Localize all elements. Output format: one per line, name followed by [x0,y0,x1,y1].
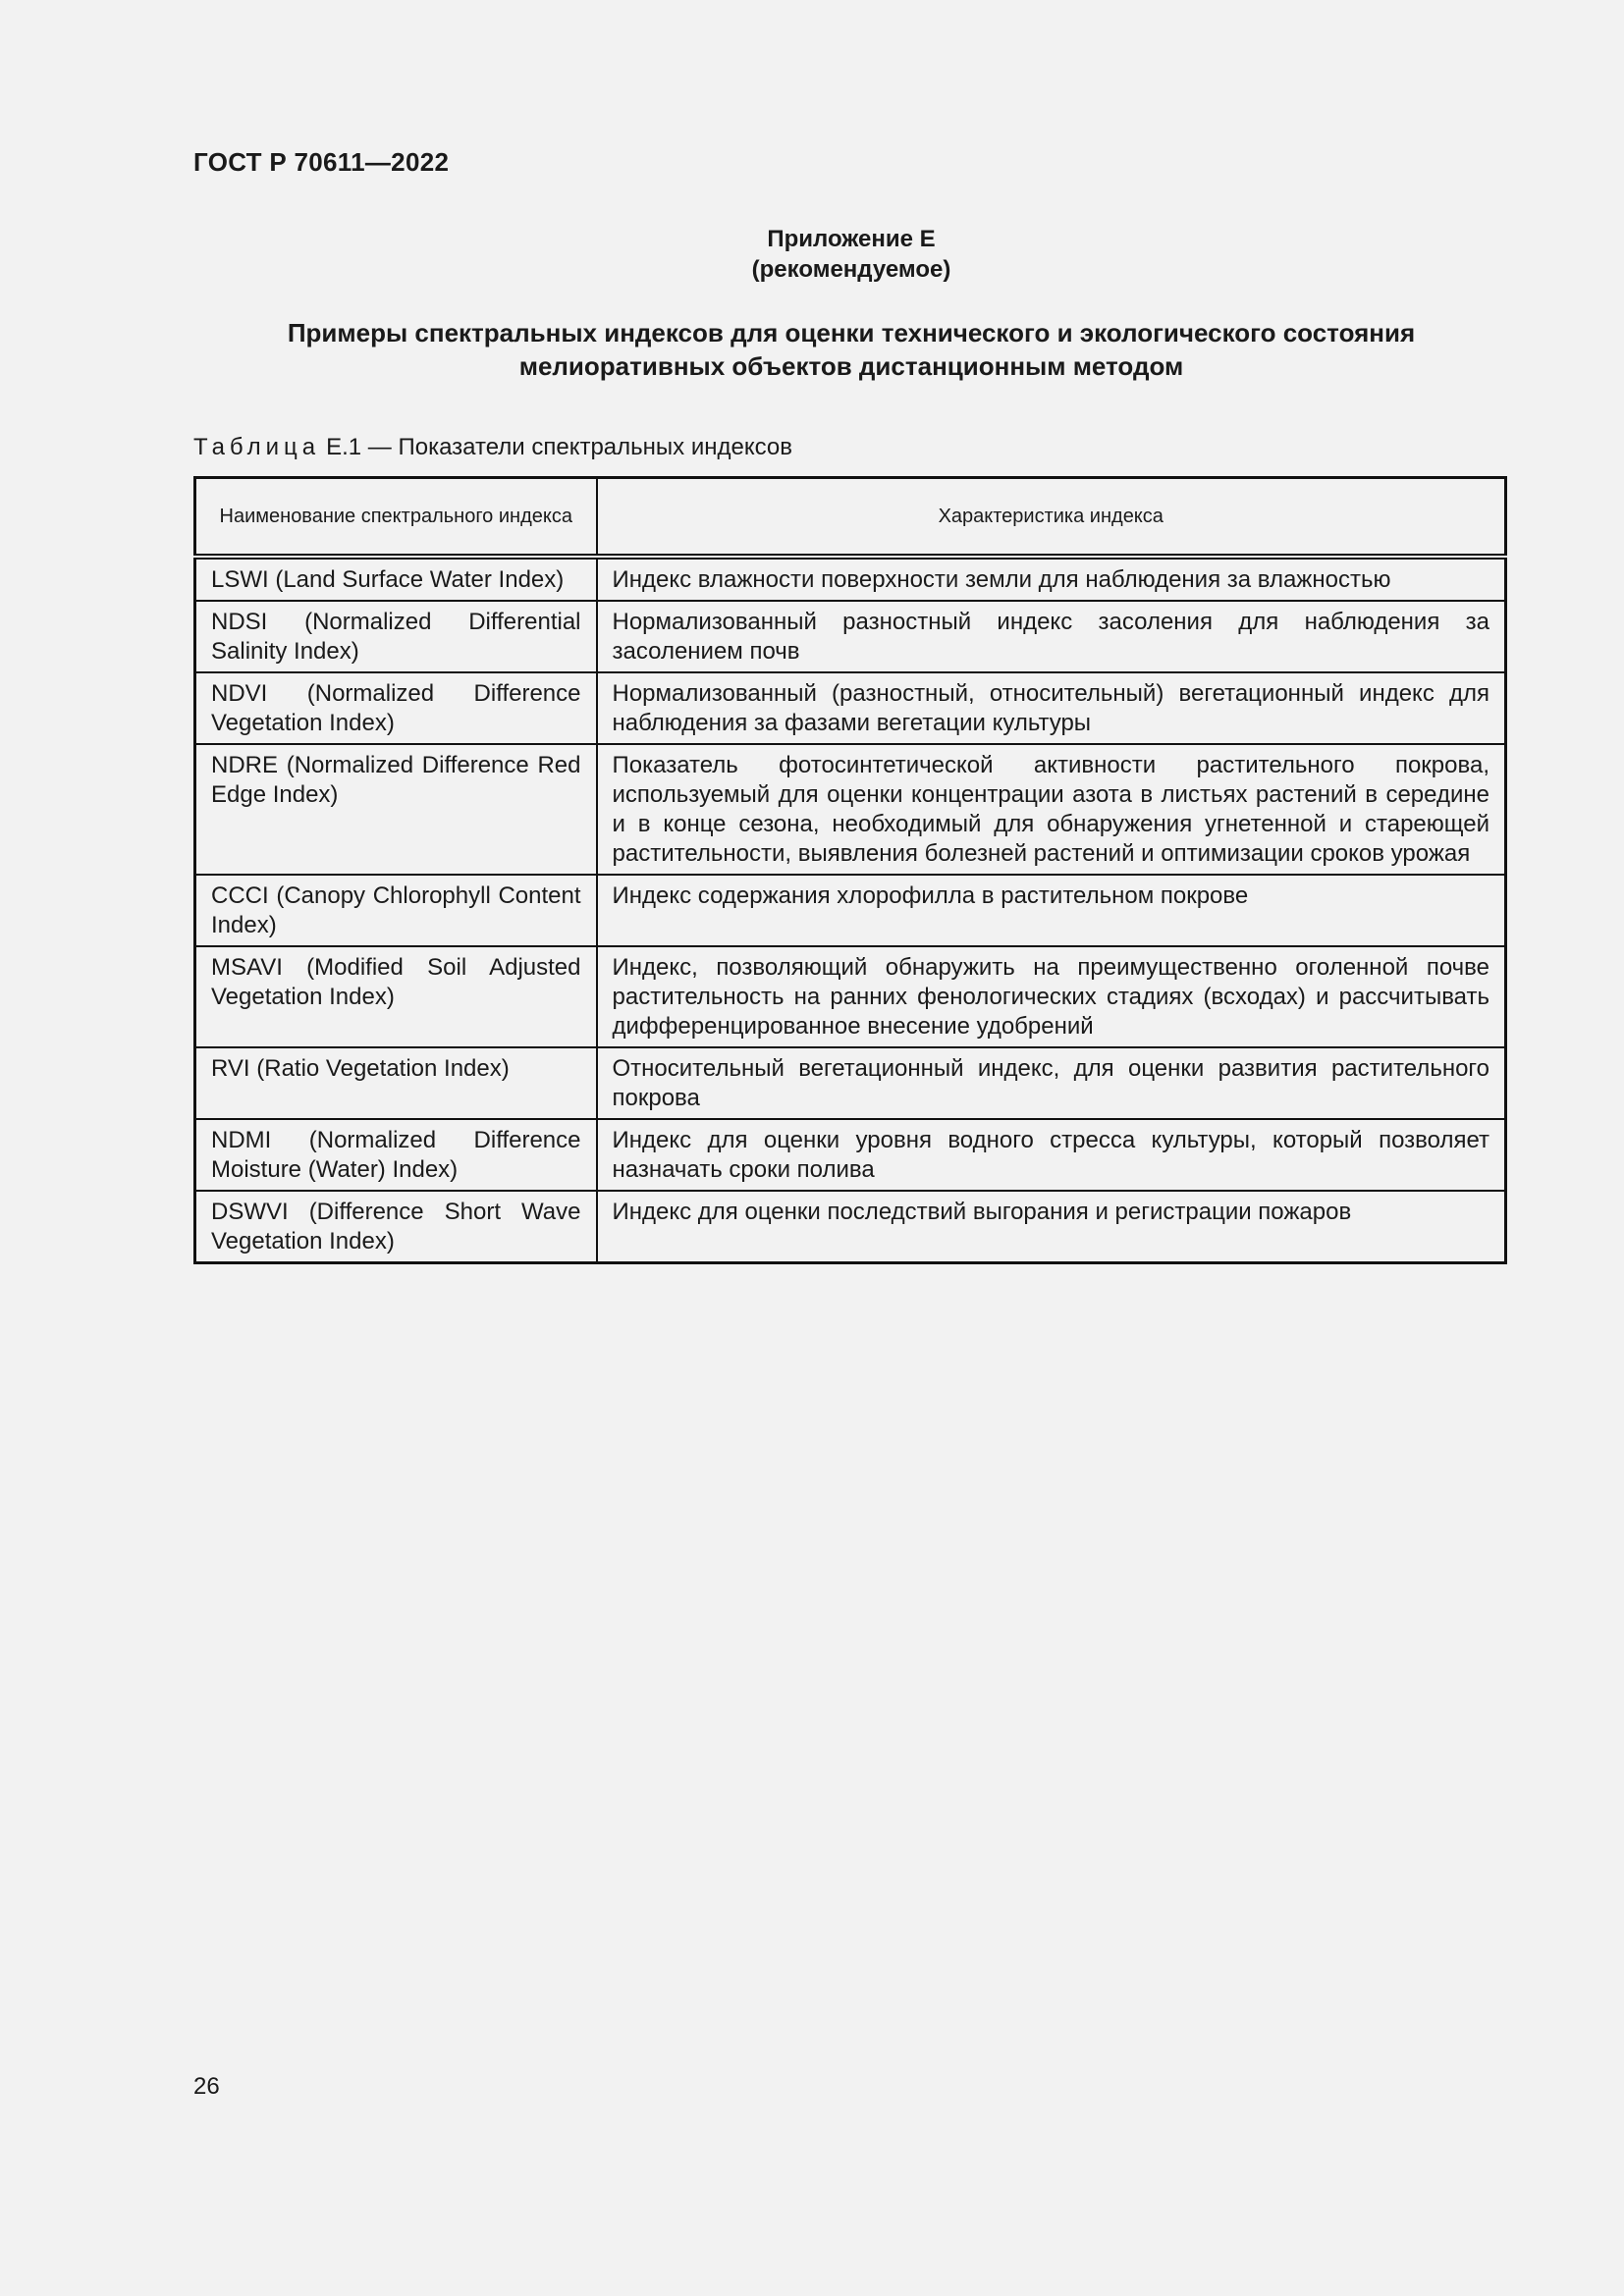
appendix-title [193,316,1509,383]
table-caption-text: Е.1 — Показатели спектральных индексов [326,434,792,460]
table-row [195,1047,1506,1119]
appendix-label: Приложение Е [767,226,936,252]
table-row [195,1191,1506,1263]
index-name-cell: NDRE (Normalized Difference Red Edge Index) [195,744,597,875]
table-row [195,1119,1506,1191]
table-row [195,557,1506,601]
index-description-cell: Индекс влажности поверхности земли для наблюдения за влажностью [597,557,1506,601]
table-row [195,744,1506,875]
index-description-cell: Нормализованный разностный индекс засоления для наблюдения за засолением почв [597,601,1506,672]
appendix-heading [193,224,1509,285]
page-number: 26 [193,2073,220,2100]
index-description-cell: Показатель фотосинтетической активности растительного покрова, используемый для оценки концентрации азота в листьях растений в середине и в конце сезона, необходимый для обнаружения угнетенной и стареющей растительности, выявления болезней растений и оптимизации сроков урожая [597,744,1506,875]
document-code: ГОСТ Р 70611—2022 [193,147,450,177]
table-row [195,672,1506,744]
index-name-cell: NDSI (Normalized Differential Salinity Index) [195,601,597,672]
column-header-name: Наименование спектрального индекса [195,478,597,558]
index-description-cell: Индекс содержания хлорофилла в растительном покрове [597,875,1506,946]
table-row [195,946,1506,1047]
table-row [195,875,1506,946]
index-name-cell: CCCI (Canopy Chlorophyll Content Index) [195,875,597,946]
index-description-cell: Индекс для оценки уровня водного стресса культуры, который позволяет назначать сроки полива [597,1119,1506,1191]
index-name-cell: NDMI (Normalized Difference Moisture (Water) Index) [195,1119,597,1191]
index-description-cell: Индекс, позволяющий обнаружить на преимущественно оголенной почве растительность на ранних фенологических стадиях (всходах) и рассчитывать дифференцированное внесение удобрений [597,946,1506,1047]
spectral-index-table [193,476,1507,1264]
index-name-cell: LSWI (Land Surface Water Index) [195,557,597,601]
appendix-title-line-2: мелиоративных объектов дистанционным методом [518,351,1184,381]
index-description-cell: Нормализованный (разностный, относительный) вегетационный индекс для наблюдения за фазами вегетации культуры [597,672,1506,744]
index-name-cell: RVI (Ratio Vegetation Index) [195,1047,597,1119]
table-caption-word: Таблица [193,434,321,460]
index-description-cell: Относительный вегетационный индекс, для оценки развития растительного покрова [597,1047,1506,1119]
appendix-title-line-1: Примеры спектральных индексов для оценки технического и экологического состояния [287,318,1416,347]
table-caption [193,434,792,461]
index-description-cell: Индекс для оценки последствий выгорания и регистрации пожаров [597,1191,1506,1263]
table-row [195,601,1506,672]
index-name-cell: NDVI (Normalized Difference Vegetation Index) [195,672,597,744]
index-name-cell: MSAVI (Modified Soil Adjusted Vegetation Index) [195,946,597,1047]
table-header-row [195,478,1506,558]
column-header-description: Характеристика индекса [597,478,1506,558]
index-name-cell: DSWVI (Difference Short Wave Vegetation Index) [195,1191,597,1263]
appendix-status: (рекомендуемое) [751,256,951,283]
